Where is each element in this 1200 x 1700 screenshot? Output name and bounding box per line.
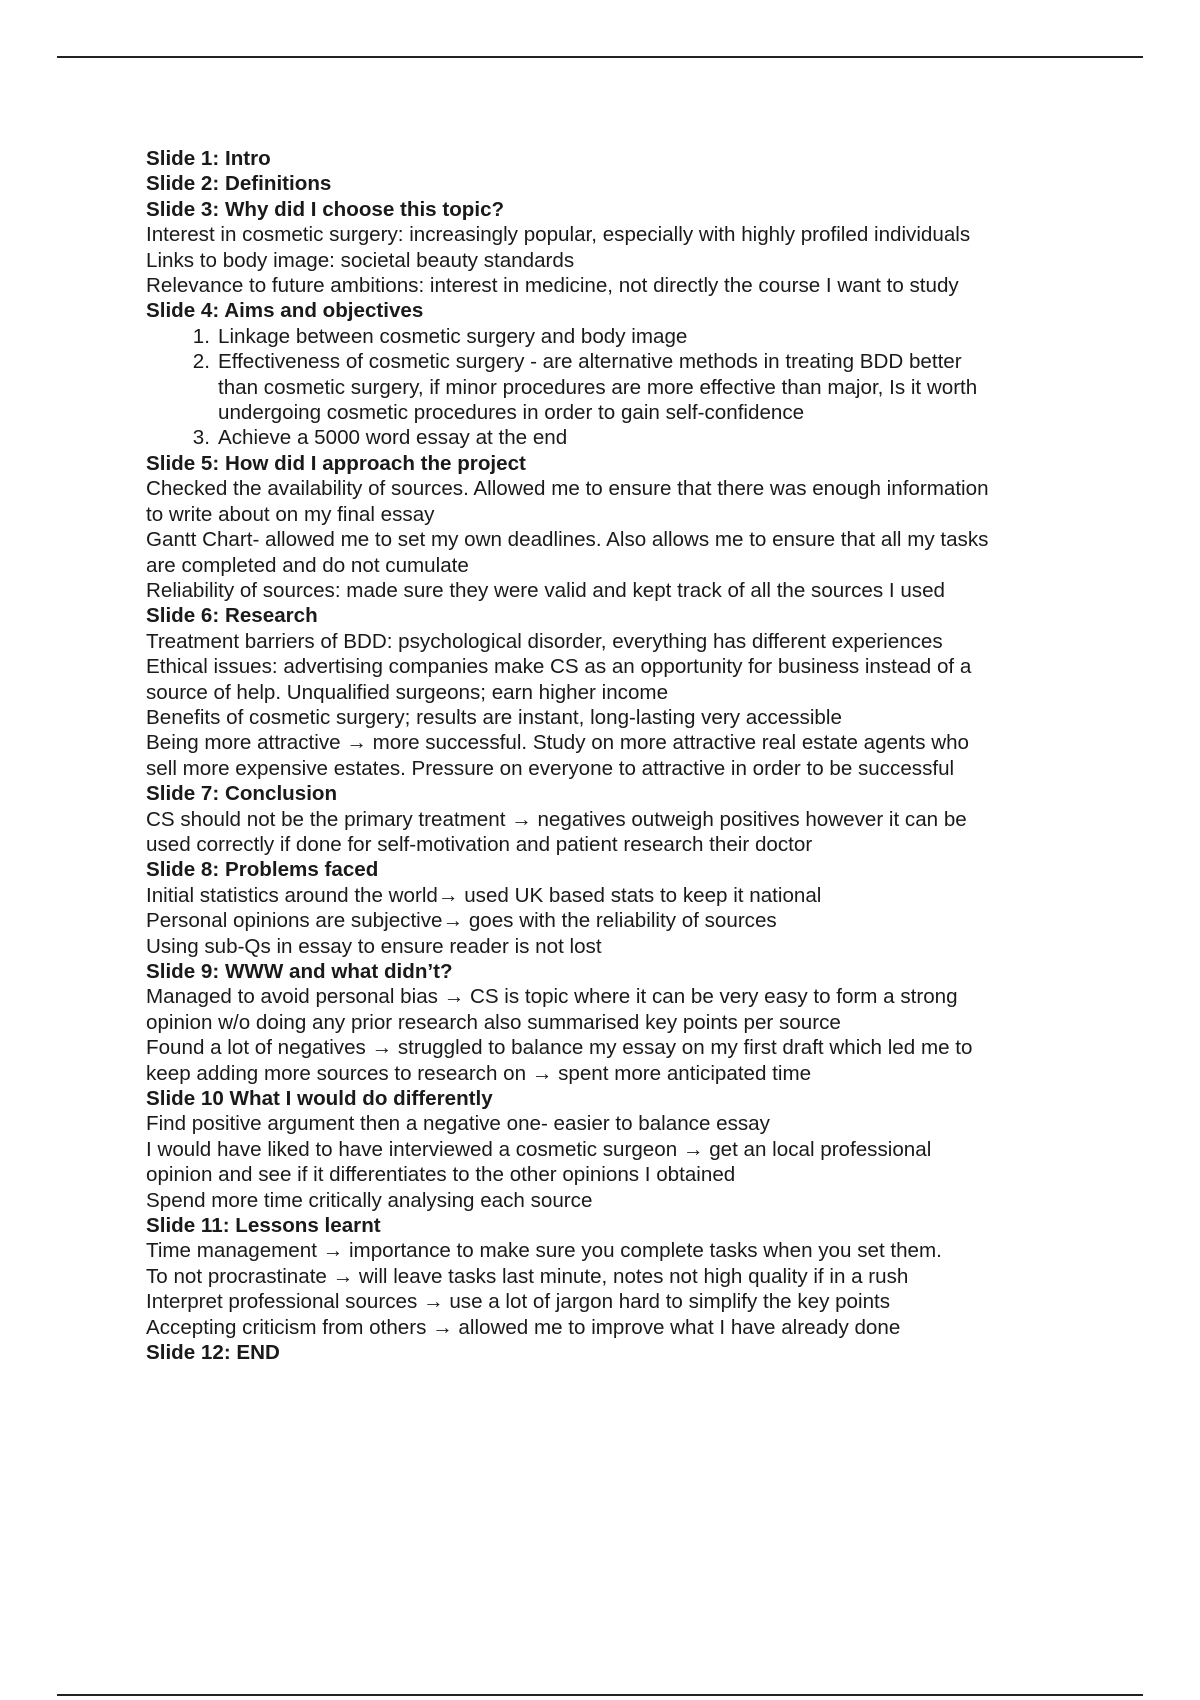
slide-12-heading: Slide 12: END (146, 1341, 280, 1365)
slide-2-heading: Slide 2: Definitions (146, 172, 332, 196)
aims-list-item-line: undergoing cosmetic procedures in order to gain self-confidence (218, 401, 805, 425)
slide-8-heading: Slide 8: Problems faced (146, 858, 379, 882)
slide-7-paragraph-line: CS should not be the primary treatment → negatives outweigh positives however it can be (146, 807, 967, 831)
aims-list-item (218, 324, 1076, 349)
aims-list-item (218, 425, 1076, 450)
slide-6-heading: Slide 6: Research (146, 604, 318, 628)
slide-6-paragraph-line: Ethical issues: advertising companies make CS as an opportunity for business instead of a (146, 655, 972, 679)
slide-3-heading: Slide 3: Why did I choose this topic? (146, 197, 505, 221)
slide-10-paragraph-line: Spend more time critically analysing each source (146, 1188, 593, 1212)
slide-5-paragraph-line: Checked the availability of sources. Allowed me to ensure that there was enough information (146, 477, 989, 501)
slide-5-paragraph-line: Reliability of sources: made sure they were valid and kept track of all the sources I used (146, 578, 945, 602)
aims-list (146, 324, 1076, 451)
aims-list-item (218, 349, 1076, 425)
slide-5-paragraph-line: Gantt Chart- allowed me to set my own deadlines. Also allows me to ensure that all my tasks (146, 528, 989, 552)
slide-5-paragraph-line: are completed and do not cumulate (146, 553, 469, 577)
slide-6-paragraph-line: Benefits of cosmetic surgery; results are instant, long-lasting very accessible (146, 705, 842, 729)
slide-11-paragraph-line: To not procrastinate → will leave tasks last minute, notes not high quality if in a rush (146, 1264, 909, 1288)
slide-11-paragraph-line: Interpret professional sources → use a lot of jargon hard to simplify the key points (146, 1290, 891, 1314)
slide-4-heading: Slide 4: Aims and objectives (146, 299, 424, 323)
slide-7-paragraph-line: used correctly if done for self-motivation and patient research their doctor (146, 832, 813, 856)
slide-9-paragraph-line: opinion w/o doing any prior research also summarised key points per source (146, 1010, 841, 1034)
slide-6-paragraph-line: source of help. Unqualified surgeons; earn higher income (146, 680, 669, 704)
slide-5-heading: Slide 5: How did I approach the project (146, 451, 526, 475)
slide-3-paragraph: Interest in cosmetic surgery: increasingly popular, especially with highly profiled individuals (146, 223, 971, 247)
slide-6-paragraph-line: sell more expensive estates. Pressure on everyone to attractive in order to be successful (146, 756, 955, 780)
slide-9-paragraph-line: Managed to avoid personal bias → CS is topic where it can be very easy to form a strong (146, 985, 958, 1009)
slide-11-heading: Slide 11: Lessons learnt (146, 1214, 381, 1238)
slide-10-paragraph-line: opinion and see if it differentiates to the other opinions I obtained (146, 1163, 736, 1187)
document-body (146, 146, 1076, 1366)
top-rule (57, 56, 1143, 58)
slide-10-heading: Slide 10 What I would do differently (146, 1087, 493, 1111)
aims-list-item-line: Effectiveness of cosmetic surgery - are alternative methods in treating BDD better (218, 350, 962, 374)
slide-7-heading: Slide 7: Conclusion (146, 782, 338, 806)
slide-8-paragraph-line: Personal opinions are subjective→ goes with the reliability of sources (146, 909, 777, 933)
slide-8-paragraph-line: Using sub-Qs in essay to ensure reader is not lost (146, 934, 602, 958)
slide-9-paragraph-line: Found a lot of negatives → struggled to balance my essay on my first draft which led me to (146, 1036, 973, 1060)
aims-list-item-line: Achieve a 5000 word essay at the end (218, 426, 568, 450)
slide-11-paragraph-line: Time management → importance to make sure you complete tasks when you set them. (146, 1239, 942, 1263)
aims-list-item-line: Linkage between cosmetic surgery and body image (218, 324, 688, 348)
slide-8-paragraph-line: Initial statistics around the world→ used UK based stats to keep it national (146, 883, 822, 907)
bottom-rule (57, 1694, 1143, 1696)
slide-9-heading: Slide 9: WWW and what didn’t? (146, 960, 453, 983)
slide-1-heading: Slide 1: Intro (146, 147, 271, 170)
slide-3-paragraph: Relevance to future ambitions: interest in medicine, not directly the course I want to study (146, 274, 959, 298)
slide-3-paragraph: Links to body image: societal beauty standards (146, 248, 575, 272)
slide-6-paragraph-line: Being more attractive → more successful. Study on more attractive real estate agents who (146, 731, 969, 755)
slide-10-paragraph-line: Find positive argument then a negative one- easier to balance essay (146, 1112, 770, 1136)
slide-6-paragraph-line: Treatment barriers of BDD: psychological disorder, everything has different experiences (146, 629, 943, 653)
slide-10-paragraph-line: I would have liked to have interviewed a cosmetic surgeon → get an local professional (146, 1137, 932, 1161)
slide-5-paragraph-line: to write about on my final essay (146, 502, 435, 526)
aims-list-item-line: than cosmetic surgery, if minor procedures are more effective than major, Is it worth (218, 375, 978, 399)
slide-11-paragraph-line: Accepting criticism from others → allowed me to improve what I have already done (146, 1315, 901, 1339)
slide-9-paragraph-line: keep adding more sources to research on → spent more anticipated time (146, 1061, 812, 1085)
